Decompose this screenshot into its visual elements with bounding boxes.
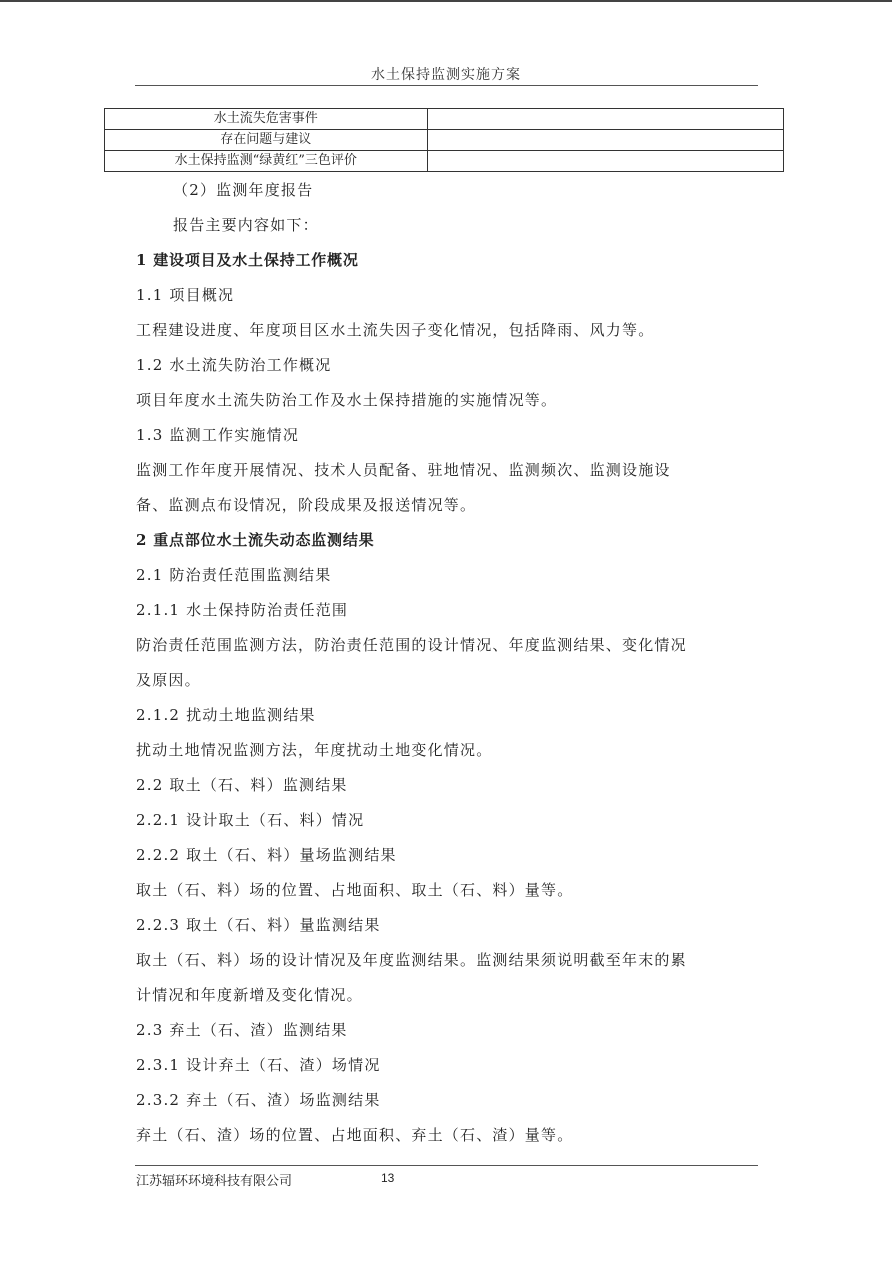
paragraph-text: 取土（石、料）场的位置、占地面积、取土（石、料）量等。 <box>136 881 574 899</box>
subsection-heading: 2.1.2 扰动土地监测结果 <box>136 706 316 724</box>
subsection-heading: 2.2 取土（石、料）监测结果 <box>136 776 348 794</box>
paragraph-text: 备、监测点布设情况，阶段成果及报送情况等。 <box>136 496 477 514</box>
table-row <box>105 130 784 151</box>
subsection-heading: 2.1 防治责任范围监测结果 <box>136 566 332 584</box>
section-heading: 1 建设项目及水土保持工作概况 <box>136 251 359 269</box>
table-cell-label: 水土流失危害事件 <box>105 109 428 130</box>
subsection-heading: 2.3.1 设计弃土（石、渣）场情况 <box>136 1056 381 1074</box>
subsection-heading: 1.2 水土流失防治工作概况 <box>136 356 332 374</box>
header-divider <box>135 85 758 86</box>
table-row <box>105 109 784 130</box>
paragraph-text: 扰动土地情况监测方法，年度扰动土地变化情况。 <box>136 741 493 759</box>
subsection-heading: 2.2.2 取土（石、料）量场监测结果 <box>136 846 397 864</box>
page-header-title: 水土保持监测实施方案 <box>371 67 521 83</box>
table-cell-value <box>427 130 783 151</box>
paragraph-text: 取土（石、料）场的设计情况及年度监测结果。监测结果须说明截至年末的累 <box>136 951 687 969</box>
table-cell-value <box>427 151 783 172</box>
page-number: 13 <box>381 1171 395 1185</box>
footer-divider <box>135 1165 758 1166</box>
table-cell-label: 存在问题与建议 <box>105 130 428 151</box>
subsection-heading: 1.1 项目概况 <box>136 286 235 304</box>
paragraph-text: 弃土（石、渣）场的位置、占地面积、弃土（石、渣）量等。 <box>136 1126 574 1144</box>
paragraph-text: 报告主要内容如下： <box>173 216 319 234</box>
table-row <box>105 151 784 172</box>
paragraph-text: 防治责任范围监测方法，防治责任范围的设计情况、年度监测结果、变化情况 <box>136 636 687 654</box>
footer-company: 江苏辐环环境科技有限公司 <box>136 1174 293 1189</box>
paragraph-text: 项目年度水土流失防治工作及水土保持措施的实施情况等。 <box>136 391 558 409</box>
paragraph-text: 监测工作年度开展情况、技术人员配备、驻地情况、监测频次、监测设施设 <box>136 461 671 479</box>
subsection-heading: （2）监测年度报告 <box>173 181 314 199</box>
table-cell-value <box>427 109 783 130</box>
subsection-heading: 2.1.1 水土保持防治责任范围 <box>136 601 349 619</box>
section-heading: 2 重点部位水土流失动态监测结果 <box>136 531 375 549</box>
subsection-heading: 2.2.3 取土（石、料）量监测结果 <box>136 916 381 934</box>
paragraph-text: 计情况和年度新增及变化情况。 <box>136 986 363 1004</box>
summary-table <box>104 108 784 172</box>
top-border <box>0 0 892 2</box>
subsection-heading: 1.3 监测工作实施情况 <box>136 426 300 444</box>
table-cell-label: 水土保持监测“绿黄红”三色评价 <box>105 151 428 172</box>
subsection-heading: 2.2.1 设计取土（石、料）情况 <box>136 811 365 829</box>
paragraph-text: 工程建设进度、年度项目区水土流失因子变化情况，包括降雨、风力等。 <box>136 321 655 339</box>
subsection-heading: 2.3 弃土（石、渣）监测结果 <box>136 1021 348 1039</box>
paragraph-text: 及原因。 <box>136 671 201 689</box>
subsection-heading: 2.3.2 弃土（石、渣）场监测结果 <box>136 1091 381 1109</box>
